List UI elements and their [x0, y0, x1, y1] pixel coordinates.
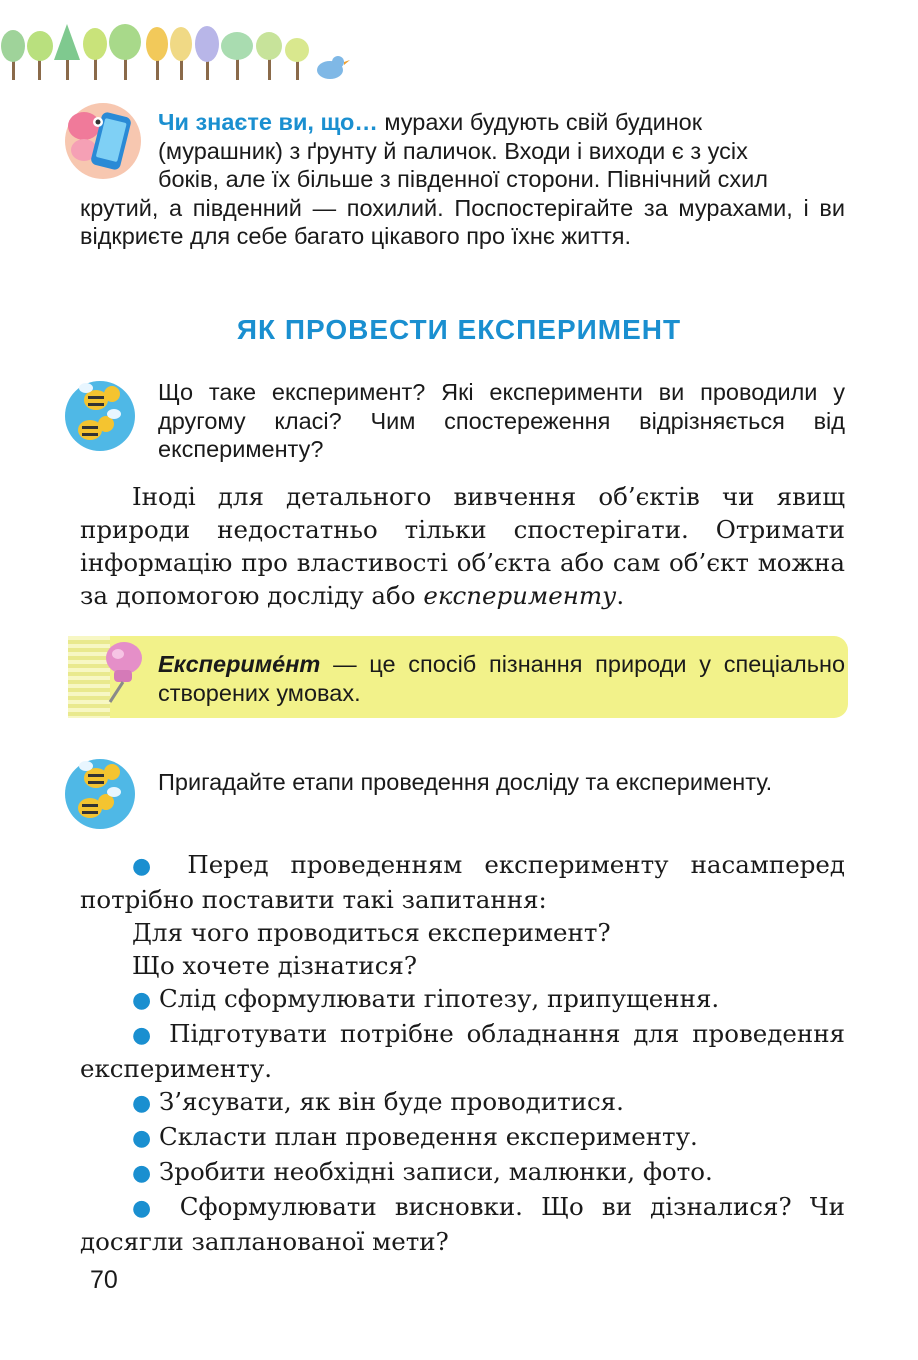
step-text: Сформулювати висновки. Що ви дізналися? Чи досягли запланованої мети? [80, 1192, 845, 1256]
bullet-icon: ● [132, 988, 152, 1013]
step-text: Скласти план проведення експерименту. [159, 1122, 698, 1151]
step-text: Слід сформулювати гіпотезу, припущення. [159, 984, 720, 1013]
bullet-icon: ● [132, 1161, 152, 1186]
step-text: Підготувати потрібне обладнання для проведення експерименту. [80, 1019, 845, 1083]
question-2: Пригадайте етапи проведення досліду та експерименту. [158, 769, 773, 795]
bullet-icon: ● [132, 1196, 162, 1221]
trees-decoration-icon [0, 16, 360, 82]
list-item [80, 848, 845, 916]
intro-end: . [616, 581, 625, 610]
bullet-icon: ● [132, 1126, 152, 1151]
list-item [80, 1017, 845, 1085]
page-number: 70 [90, 1266, 118, 1294]
fact-lead: Чи знаєте ви, що… [158, 109, 378, 135]
bullet-icon: ● [132, 1023, 157, 1048]
fact-line2: (мурашник) з ґрунту й паличок. Входи і виходи є з усіх [158, 137, 748, 164]
fact-box [80, 108, 845, 251]
steps-list [80, 848, 845, 1258]
definition-term: Експериме́нт [158, 651, 321, 677]
definition [158, 650, 845, 707]
list-item [80, 982, 845, 1017]
list-item: Для чого проводиться експеримент? [132, 918, 611, 947]
bees-icon [62, 754, 140, 832]
intro-term: експерименту [423, 581, 617, 610]
pushpin-icon [94, 640, 150, 704]
step-text: Зробити необхідні записи, малюнки, фото. [159, 1157, 713, 1186]
bullet-icon: ● [132, 854, 166, 879]
list-item [80, 1155, 845, 1190]
bees-icon [62, 376, 140, 454]
bullet-icon: ● [132, 1091, 152, 1116]
list-item [80, 1190, 845, 1258]
fact-line3: боків, але їх більше з південної сторони. Північний схил [158, 166, 768, 192]
list-item [80, 1085, 845, 1120]
section-title: ЯК ПРОВЕСТИ ЕКСПЕРИМЕНТ [236, 314, 682, 345]
definition-text: — це спосіб пізнання природи у спеціально створених умовах. [158, 651, 846, 706]
fact-line1: мурахи будують свій будинок [384, 109, 703, 135]
intro-paragraph [80, 480, 845, 612]
fact-rest: крутий, а південний — похилий. Поспостерігайте за мурахами, і ви відкриєте для себе багато цікавого про їхнє життя. [80, 194, 845, 249]
question-1: Що таке експеримент? Які експерименти ви проводили у другому класі? Чим спостереження відрізняється від експерименту? [158, 379, 845, 462]
intro-text: Іноді для детального вивчення об’єктів чи явищ природи недостатньо тільки спостерігати. Отримати інформацію про властивості об’єкта або сам об’єкт можна за допомогою досліду або [80, 482, 845, 610]
step-text: Перед проведенням експерименту насамперед потрібно поставити такі запитання: [80, 850, 845, 914]
step-text: З’ясувати, як він буде проводитися. [159, 1087, 624, 1116]
list-item [80, 1120, 845, 1155]
list-item: Що хочете дізнатися? [132, 951, 418, 980]
